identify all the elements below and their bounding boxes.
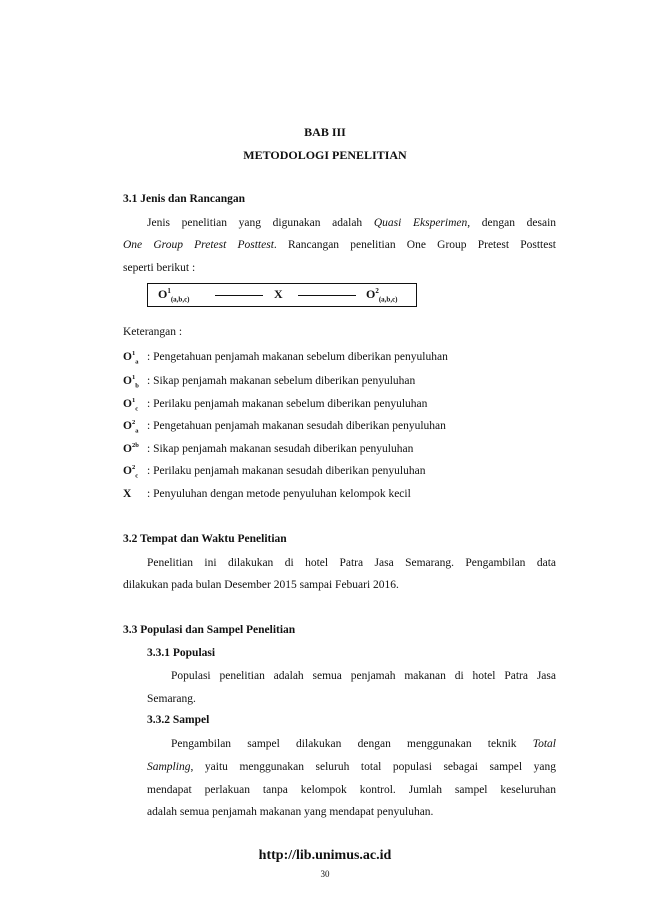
keterangan-text: : Perilaku penjamah makanan sesudah diberikan penyuluhan <box>147 465 426 477</box>
page-number: 30 <box>320 869 330 879</box>
keterangan-text: : Sikap penjamah makanan sebelum diberikan penyuluhan <box>147 375 416 387</box>
symbol-sub: (a,b,c) <box>170 295 190 304</box>
italic-term: Total <box>532 738 556 750</box>
symbol-base: O <box>123 351 132 363</box>
symbol-base: O <box>123 465 132 477</box>
symbol-sup: 2b <box>131 442 139 450</box>
subsection-3-3-1-line-1: Populasi penelitian adalah semua penjamah makanan di hotel Patra Jasa <box>171 670 556 682</box>
symbol <box>123 347 147 367</box>
keterangan-text: : Pengetahuan penjamah makanan sesudah diberikan penyuluhan <box>147 420 446 432</box>
italic-term: One Group Pretest Posttest <box>123 239 274 251</box>
symbol-sup: 1 <box>131 350 136 358</box>
symbol <box>123 439 147 459</box>
symbol-sub: b <box>135 382 139 390</box>
symbol-base: O <box>366 287 376 301</box>
subsection-3-3-1-heading: 3.3.1 Populasi <box>147 647 216 659</box>
symbol-base: O <box>158 287 168 301</box>
subsection-3-3-2-line-2 <box>147 756 556 778</box>
text-span: , dengan desain <box>467 217 557 229</box>
keterangan-item <box>123 416 446 436</box>
pretest-symbol <box>158 287 190 302</box>
section-3-2-line-2: dilakukan pada bulan Desember 2015 sampai Febuari 2016. <box>123 579 399 591</box>
symbol <box>123 416 147 436</box>
italic-term: Sampling <box>147 761 191 773</box>
symbol <box>123 484 147 504</box>
subsection-3-3-2-heading: 3.3.2 Sampel <box>147 714 210 726</box>
section-3-3-heading: 3.3 Populasi dan Sampel Penelitian <box>123 624 296 636</box>
keterangan-text: : Pengetahuan penjamah makanan sebelum diberikan penyuluhan <box>147 351 448 363</box>
keterangan-item <box>123 461 425 481</box>
symbol-sub: (a,b,c) <box>378 295 398 304</box>
symbol <box>123 371 147 391</box>
italic-term: Quasi Eksperimen <box>373 217 468 229</box>
symbol-sub: a <box>135 427 139 435</box>
footer-url: http://lib.unimus.ac.id <box>258 848 392 863</box>
symbol-base: O <box>123 375 132 387</box>
section-3-1-line-3: seperti berikut : <box>123 262 196 274</box>
text-span: . Rancangan penelitian One Group Pretest Posttest <box>273 239 556 251</box>
subsection-3-3-2-line-3: mendapat perlakuan tanpa kelompok kontrol. Jumlah sampel keseluruhan <box>147 784 556 796</box>
keterangan-item <box>123 394 427 414</box>
subsection-3-3-1-line-2: Semarang. <box>147 693 196 705</box>
keterangan-item <box>123 484 411 504</box>
subsection-3-3-2-line-4: adalah semua penjamah makanan yang mendapat penyuluhan. <box>147 806 434 818</box>
subsection-3-3-2-line-1 <box>171 733 556 755</box>
posttest-symbol <box>366 287 398 302</box>
symbol-base: O <box>123 398 132 410</box>
keterangan-item <box>123 347 448 367</box>
keterangan-item <box>123 439 413 459</box>
symbol-sup: 2 <box>375 287 379 295</box>
text-span: Jenis penelitian yang digunakan adalah <box>147 217 374 229</box>
text-span: , yaitu menggunakan seluruh total populasi sebagai sampel yang <box>190 761 556 773</box>
symbol-sub: c <box>135 405 139 413</box>
keterangan-text: : Perilaku penjamah makanan sebelum diberikan penyuluhan <box>147 398 428 410</box>
section-3-2-line-1: Penelitian ini dilakukan di hotel Patra Jasa Semarang. Pengambilan data <box>147 557 556 569</box>
section-3-1-line-2 <box>123 234 556 256</box>
arrow-line <box>215 295 263 296</box>
symbol-base: O <box>123 443 132 455</box>
chapter-title: METODOLOGI PENELITIAN <box>243 148 407 162</box>
symbol <box>123 461 147 481</box>
symbol-sup: 1 <box>131 397 136 405</box>
section-3-1-line-1 <box>147 212 556 234</box>
treatment-symbol: X <box>274 287 283 301</box>
text-span: Pengambilan sampel dilakukan dengan menggunakan teknik <box>171 738 533 750</box>
symbol-sup: 2 <box>131 419 136 427</box>
keterangan-text: : Penyuluhan dengan metode penyuluhan kelompok kecil <box>147 488 411 500</box>
section-3-1-heading: 3.1 Jenis dan Rancangan <box>123 193 246 205</box>
symbol-sup: 1 <box>131 374 136 382</box>
research-design-box <box>147 283 417 307</box>
symbol-sub: a <box>135 358 139 366</box>
keterangan-item <box>123 371 415 391</box>
symbol-sub: c <box>135 472 139 480</box>
arrow-line <box>298 295 356 296</box>
symbol-sup: 1 <box>167 287 171 295</box>
keterangan-label: Keterangan : <box>123 326 183 338</box>
symbol-base: O <box>123 420 132 432</box>
keterangan-text: : Sikap penjamah makanan sesudah diberikan penyuluhan <box>147 443 414 455</box>
chapter-number: BAB III <box>304 125 346 139</box>
symbol-sup: 2 <box>131 464 136 472</box>
symbol-base: X <box>123 488 132 500</box>
symbol <box>123 394 147 414</box>
section-3-2-heading: 3.2 Tempat dan Waktu Penelitian <box>123 533 287 545</box>
